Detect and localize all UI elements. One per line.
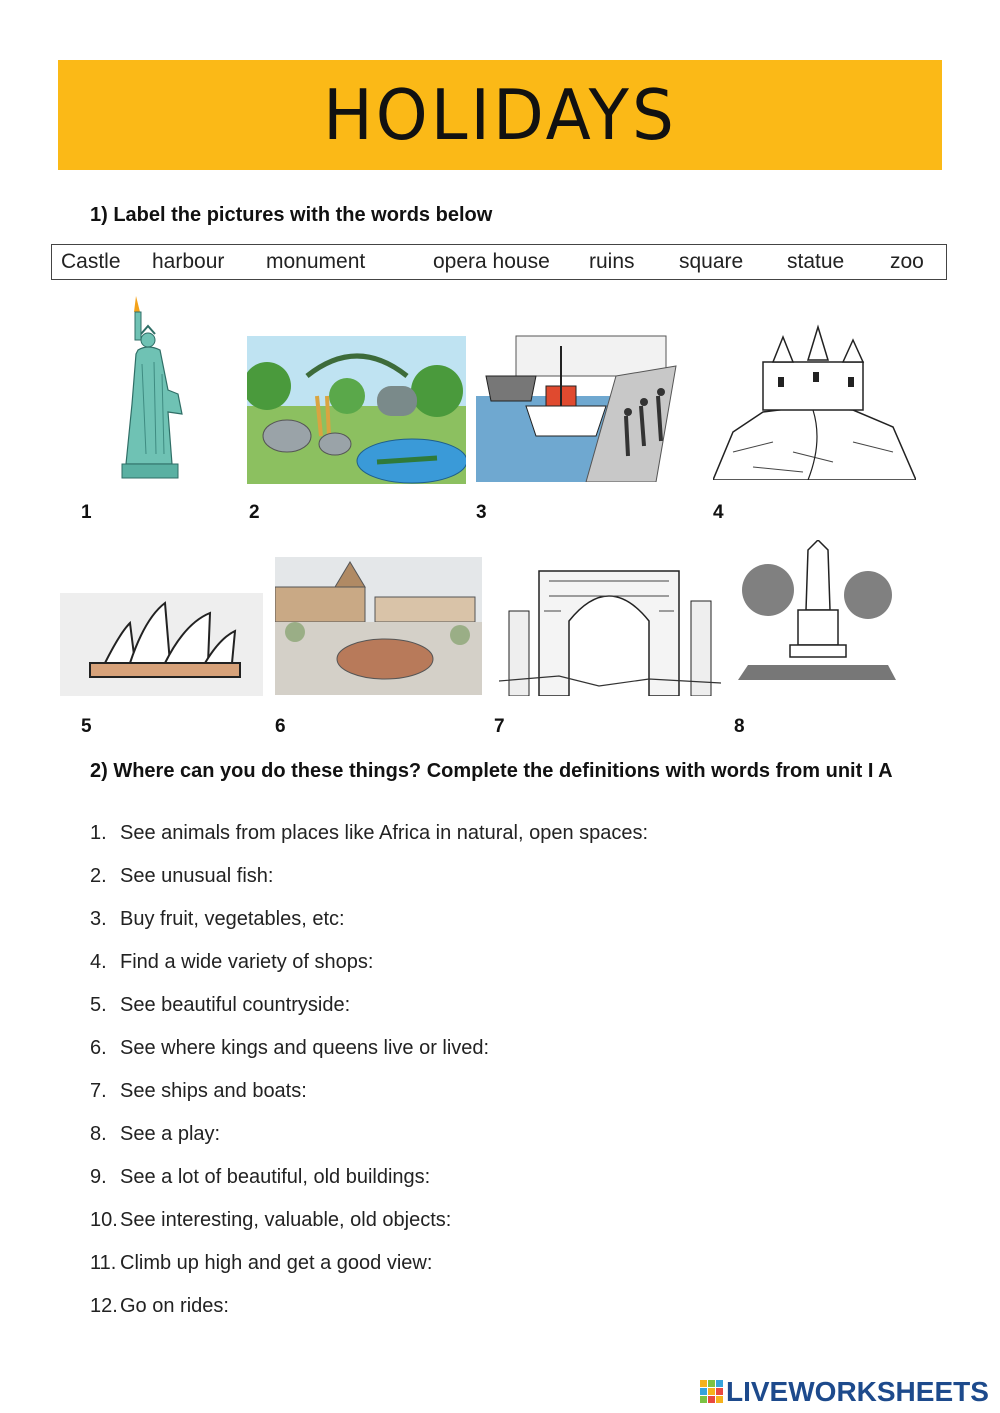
liveworksheets-logo[interactable]	[700, 1376, 989, 1408]
item-text: See ships and boats:	[120, 1080, 307, 1102]
page-title: HOLIDAYS	[323, 74, 677, 156]
picture-number: 5	[81, 716, 92, 737]
item-text: See a play:	[120, 1123, 221, 1145]
picture-number: 4	[713, 502, 724, 523]
list-item	[90, 865, 273, 888]
word-monument: monument	[266, 250, 366, 273]
harbour-picture	[476, 306, 688, 482]
zoo-picture	[247, 336, 466, 484]
item-text: See interesting, valuable, old objects:	[120, 1209, 452, 1231]
list-item	[90, 822, 648, 845]
item-number: 6.	[90, 1037, 107, 1059]
item-text: See where kings and queens live or lived:	[120, 1037, 490, 1059]
list-item	[90, 908, 345, 931]
list-item	[90, 994, 350, 1017]
picture-number: 1	[81, 502, 92, 523]
picture-number: 7	[494, 716, 505, 737]
word-zoo: zoo	[890, 250, 924, 273]
list-item	[90, 1080, 307, 1103]
item-number: 5.	[90, 994, 107, 1016]
item-text: Go on rides:	[120, 1295, 229, 1317]
logo-grid-icon	[700, 1380, 724, 1404]
word-harbour: harbour	[152, 250, 225, 273]
item-number: 12.	[90, 1295, 118, 1317]
item-text: See beautiful countryside:	[120, 994, 351, 1016]
item-number: 4.	[90, 951, 107, 973]
item-number: 9.	[90, 1166, 107, 1188]
picture-number: 2	[249, 502, 260, 523]
ruins-picture	[499, 551, 721, 696]
list-item	[90, 1037, 489, 1060]
word-ruins: ruins	[589, 250, 635, 273]
word-statue: statue	[787, 250, 845, 273]
list-item	[90, 1209, 451, 1232]
picture-number: 3	[476, 502, 487, 523]
logo-text: LIVEWORKSHEETS	[726, 1376, 989, 1407]
list-item	[90, 1252, 432, 1275]
word-opera-house: opera house	[433, 250, 550, 273]
item-number: 1.	[90, 822, 107, 844]
word-square: square	[679, 250, 744, 273]
section1-heading: 1) Label the pictures with the words below	[90, 204, 493, 226]
item-number: 8.	[90, 1123, 107, 1145]
item-number: 2.	[90, 865, 107, 887]
list-item	[90, 1123, 220, 1146]
list-item	[90, 1295, 229, 1318]
item-text: Buy fruit, vegetables, etc:	[120, 908, 345, 930]
title-banner	[58, 60, 942, 170]
section2-heading: 2) Where can you do these things? Complete the definitions with words from unit I A	[90, 760, 893, 782]
item-number: 7.	[90, 1080, 107, 1102]
item-text: See animals from places like Africa in natural, open spaces:	[120, 822, 649, 844]
picture-number: 8	[734, 716, 745, 737]
item-number: 10.	[90, 1209, 118, 1231]
opera-house-picture	[60, 593, 263, 696]
item-text: See unusual fish:	[120, 865, 274, 887]
item-text: See a lot of beautiful, old buildings:	[120, 1166, 431, 1188]
word-castle: Castle	[61, 250, 121, 273]
castle-picture	[713, 322, 916, 480]
list-item	[90, 951, 373, 974]
item-number: 11.	[90, 1252, 117, 1274]
statue-picture	[108, 294, 194, 484]
monument-picture	[738, 540, 896, 696]
list-item	[90, 1166, 430, 1189]
item-number: 3.	[90, 908, 107, 930]
item-text: Find a wide variety of shops:	[120, 951, 374, 973]
picture-number: 6	[275, 716, 286, 737]
item-text: Climb up high and get a good view:	[120, 1252, 433, 1274]
square-picture	[275, 557, 482, 695]
word-bank	[51, 244, 947, 280]
